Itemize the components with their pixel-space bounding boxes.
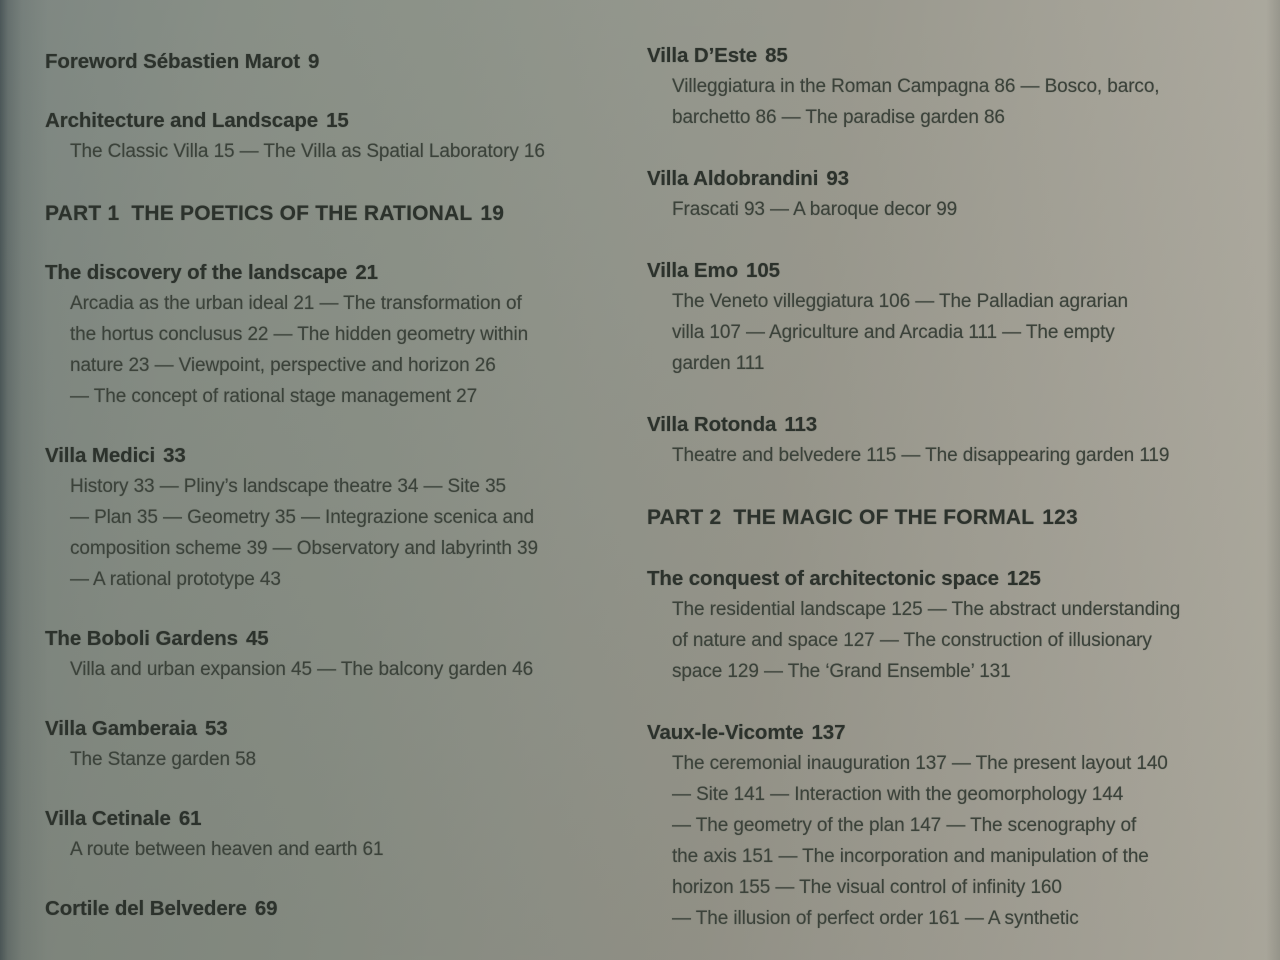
entry-detail-line: villa 107 — Agriculture and Arcadia 111 — The empty [672, 322, 1115, 343]
toc-entry [647, 255, 1247, 379]
entry-title-text: Cortile del Belvedere [45, 897, 247, 920]
entry-title-text: The Boboli Gardens [45, 627, 238, 650]
entry-title-text: Villa Cetinale [45, 807, 171, 830]
entry-detail-line: The Classic Villa 15 — The Villa as Spatial Laboratory 16 [70, 141, 545, 162]
toc-entry [45, 257, 605, 412]
entry-title-text: PART 1 THE POETICS OF THE RATIONAL [45, 202, 473, 225]
entry-detail-line: Arcadia as the urban ideal 21 — The transformation of [70, 293, 522, 314]
toc-part-heading [45, 198, 605, 229]
entry-detail-line: The ceremonial inauguration 137 — The present layout 140 [672, 753, 1168, 774]
entry-page-number: 15 [326, 109, 349, 132]
toc-part-heading [647, 502, 1247, 533]
entry-title-text: Foreword Sébastien Marot [45, 50, 301, 73]
entry-page-number: 125 [1006, 567, 1041, 590]
entry-page-number: 113 [784, 413, 818, 436]
entry-title-text: Architecture and Landscape [45, 109, 319, 132]
entry-title [45, 257, 605, 288]
entry-title-text: Villa Medici [45, 444, 156, 467]
entry-title-text: Villa Aldobrandini [647, 167, 819, 190]
entry-detail-line: the hortus conclusus 22 — The hidden geometry within [70, 324, 529, 345]
entry-detail-line: — The geometry of the plan 147 — The scenography of [672, 815, 1137, 836]
entry-page-number: 21 [355, 261, 378, 284]
entry-title-text: Vaux-le-Vicomte [647, 721, 804, 744]
entry-detail-line: History 33 — Pliny’s landscape theatre 34 — Site 35 [70, 476, 507, 497]
entry-title [45, 623, 605, 654]
toc-column-right [647, 40, 1247, 960]
toc-entry [45, 803, 605, 865]
toc-entry [647, 563, 1247, 687]
entry-detail-line: Frascati 93 — A baroque decor 99 [672, 199, 958, 220]
toc-entry [647, 40, 1247, 133]
entry-title [45, 198, 605, 229]
entry-page-number: 33 [163, 444, 186, 467]
entry-detail-line: the axis 151 — The incorporation and manipulation of the [672, 846, 1149, 867]
toc-entry [647, 409, 1247, 471]
entry-detail-line: nature 23 — Viewpoint, perspective and horizon 26 [70, 355, 496, 376]
entry-detail-line: — Plan 35 — Geometry 35 — Integrazione scenica and [70, 507, 534, 528]
toc-entry [45, 713, 605, 775]
entry-detail-line: space 129 — The ‘Grand Ensemble’ 131 [672, 661, 1011, 682]
entry-title-text: Villa D’Este [647, 44, 758, 67]
entry-title-text: PART 2 THE MAGIC OF THE FORMAL [647, 506, 1035, 529]
entry-page-number: 93 [826, 167, 849, 190]
entry-detail-line: horizon 155 — The visual control of infinity 160 [672, 877, 1062, 898]
entry-title [45, 893, 605, 924]
entry-title-text: The conquest of architectonic space [647, 567, 999, 590]
entry-detail-line: garden 111 [672, 353, 765, 374]
toc-entry [45, 105, 605, 167]
entry-page-number: 123 [1042, 506, 1078, 529]
toc-entry [45, 440, 605, 595]
entry-title [45, 713, 605, 744]
entry-page-number: 69 [254, 897, 278, 920]
entry-page-number: 137 [811, 721, 846, 744]
entry-title [647, 409, 1247, 440]
entry-title [647, 563, 1247, 594]
entry-detail-line: of nature and space 127 — The construction of illusionary [672, 630, 1152, 651]
entry-title [647, 255, 1247, 286]
entry-title-text: Villa Emo [647, 259, 739, 282]
entry-detail-line: — The concept of rational stage management 27 [70, 386, 478, 407]
entry-detail-line: — The illusion of perfect order 161 — A synthetic [672, 908, 1079, 929]
entry-title [45, 440, 605, 471]
entry-page-number: 61 [178, 807, 202, 830]
entry-detail-line: Villa and urban expansion 45 — The balcony garden 46 [70, 659, 534, 680]
toc-entry [45, 893, 605, 924]
entry-title [647, 502, 1247, 533]
toc-entry [45, 623, 605, 685]
entry-title [45, 46, 605, 77]
entry-page-number: 19 [480, 202, 505, 225]
entry-title [45, 105, 605, 136]
entry-page-number: 53 [204, 717, 228, 740]
entry-detail-line: The Stanze garden 58 [70, 749, 257, 770]
entry-title-text: The discovery of the landscape [45, 261, 348, 284]
entry-detail-line: The residential landscape 125 — The abstract understanding [672, 599, 1181, 620]
entry-detail-line: — A rational prototype 43 [70, 569, 281, 590]
entry-title [647, 163, 1247, 194]
toc-entry [647, 717, 1247, 934]
entry-detail-line: Villeggiatura in the Roman Campagna 86 — Bosco, barco, [672, 76, 1160, 97]
entry-page-number: 105 [746, 259, 780, 282]
entry-page-number: 45 [245, 627, 269, 650]
entry-detail-line: A route between heaven and earth 61 [70, 839, 384, 860]
toc-entry [647, 163, 1247, 225]
toc-entry [45, 46, 605, 77]
entry-page-number: 85 [765, 44, 788, 67]
entry-title [647, 40, 1247, 71]
toc-column-left [45, 46, 605, 952]
entry-title-text: Villa Rotonda [647, 413, 777, 436]
entry-detail-line: barchetto 86 — The paradise garden 86 [672, 107, 1005, 128]
entry-title-text: Villa Gamberaia [45, 717, 197, 740]
entry-page-number: 9 [308, 50, 320, 73]
entry-detail-line: — Site 141 — Interaction with the geomorphology 144 [672, 784, 1124, 805]
entry-detail-line: The Veneto villeggiatura 106 — The Palladian agrarian [672, 291, 1128, 312]
entry-detail-line: Theatre and belvedere 115 — The disappearing garden 119 [672, 445, 1170, 466]
entry-detail-line: composition scheme 39 — Observatory and labyrinth 39 [70, 538, 538, 559]
entry-title [45, 803, 605, 834]
entry-title [647, 717, 1247, 748]
